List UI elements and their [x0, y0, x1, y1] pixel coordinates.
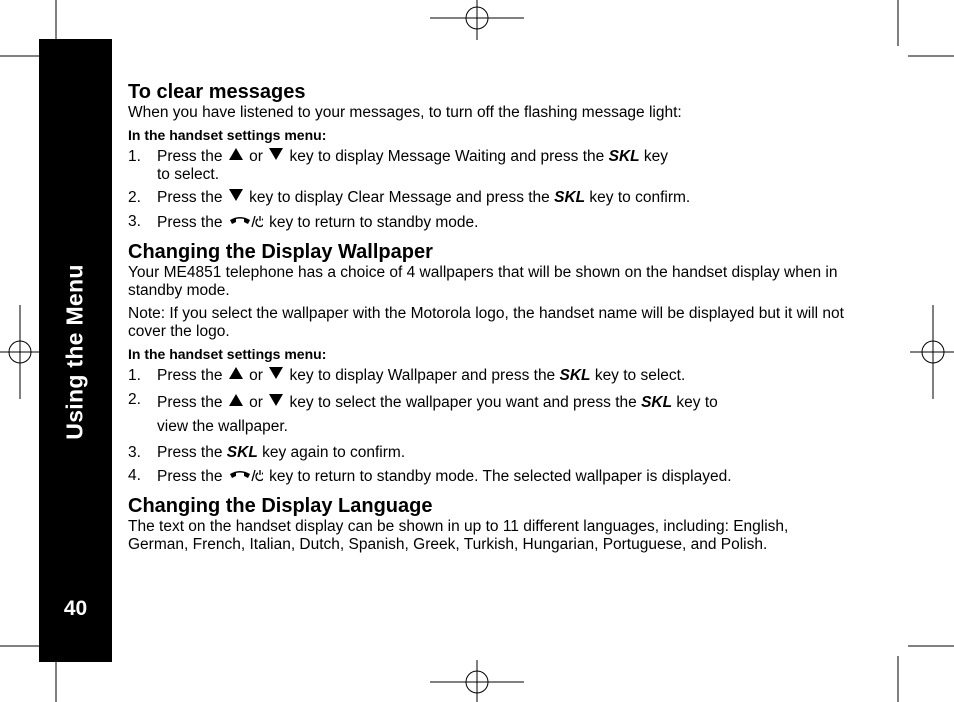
page-content [128, 80, 878, 554]
heading-language: Changing the Display Language [128, 495, 433, 517]
list-item: 1. Press the or key to display Message Waiting and press the SKL key to select. [128, 148, 669, 183]
list-item: 2. Press the key to display Clear Message and press the SKL key to confirm. [128, 189, 691, 206]
list-item: 3. Press the SKL key again to confirm. [128, 444, 406, 461]
down-arrow-icon [269, 148, 283, 160]
list-item: 3. Press the key to return to standby mode. [128, 213, 479, 231]
down-arrow-icon [229, 189, 243, 201]
list-item: 1. Press the or key to display Wallpaper and press the SKL key to select. [128, 367, 686, 384]
wallpaper-steps [128, 367, 878, 486]
end-call-power-icon [229, 467, 263, 483]
up-arrow-icon [229, 367, 243, 379]
clear-intro: When you have listened to your messages, to turn off the flashing message light: [128, 104, 682, 121]
down-arrow-icon [269, 394, 283, 406]
up-arrow-icon [229, 394, 243, 406]
list-item: 2. Press the or key to select the wallpaper you want and press the SKL key to view the wallpaper. [128, 391, 718, 435]
section-title-vertical: Using the Menu [61, 264, 88, 440]
heading-wallpaper: Changing the Display Wallpaper [128, 241, 433, 263]
clear-submenu-label: In the handset settings menu: [128, 127, 327, 143]
wallpaper-note: Note: If you select the wallpaper with the Motorola logo, the handset name will be displayed but it will not cover the logo. [128, 305, 844, 340]
clear-steps [128, 148, 878, 232]
list-item: 4. Press the key to return to standby mode. The selected wallpaper is displayed. [128, 467, 732, 485]
wallpaper-intro: Your ME4851 telephone has a choice of 4 wallpapers that will be shown on the handset display when in standby mode. [128, 264, 838, 299]
wallpaper-submenu-label: In the handset settings menu: [128, 346, 327, 362]
page-number: 40 [63, 597, 88, 620]
up-arrow-icon [229, 148, 243, 160]
down-arrow-icon [269, 367, 283, 379]
end-call-power-icon [229, 213, 263, 229]
language-body: The text on the handset display can be shown in up to 11 different languages, including: English, German, French, Italian, Dutch, Spanish, Greek, Turkish, Hungarian, Portuguese, and Polish. [128, 518, 789, 553]
heading-clear-messages: To clear messages [128, 81, 306, 103]
